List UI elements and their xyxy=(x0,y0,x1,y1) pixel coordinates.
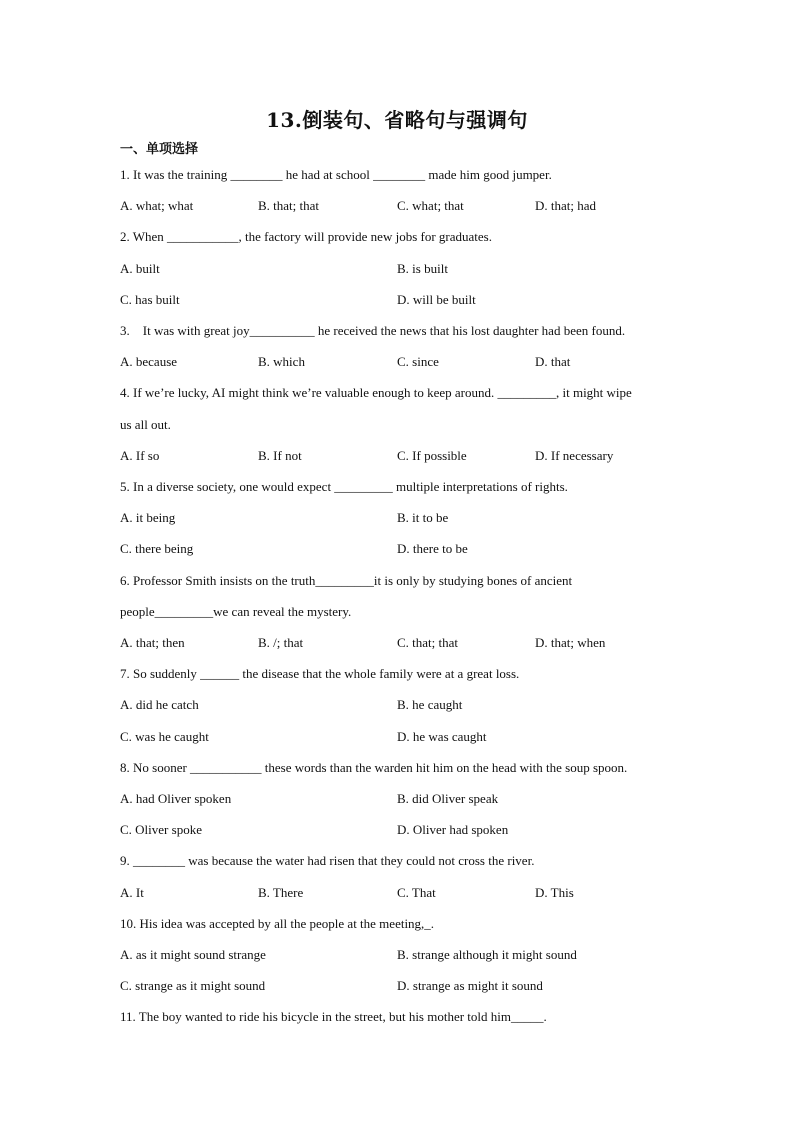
question-10-option-d[interactable]: D. strange as might it sound xyxy=(397,978,543,993)
question-2-option-c[interactable]: C. has built xyxy=(120,292,180,307)
question-8-option-b[interactable]: B. did Oliver speak xyxy=(397,791,499,806)
page-title: 13.倒装句、省略句与强调句 xyxy=(266,108,528,132)
question-7-option-b[interactable]: B. he caught xyxy=(397,697,463,712)
question-9-stem: 9. ________ was because the water had risen that they could not cross the river. xyxy=(120,853,535,868)
question-3-option-b[interactable]: B. which xyxy=(258,354,305,369)
question-1-option-b[interactable]: B. that; that xyxy=(258,198,320,213)
question-1-stem: 1. It was the training ________ he had at school ________ made him good jumper. xyxy=(120,167,552,182)
question-8-option-d[interactable]: D. Oliver had spoken xyxy=(397,822,509,837)
question-1-option-c[interactable]: C. what; that xyxy=(397,198,464,213)
question-10-option-a[interactable]: A. as it might sound strange xyxy=(120,947,266,962)
question-7-stem: 7. So suddenly ______ the disease that the whole family were at a great loss. xyxy=(120,666,520,681)
question-4-option-a[interactable]: A. If so xyxy=(120,448,160,463)
question-4-option-c[interactable]: C. If possible xyxy=(397,448,467,463)
question-10-option-c[interactable]: C. strange as it might sound xyxy=(120,978,266,993)
question-10-stem: 10. His idea was accepted by all the people at the meeting,_. xyxy=(120,916,435,931)
question-6-stem-continued: people_________we can reveal the mystery. xyxy=(120,604,352,619)
question-8-option-c[interactable]: C. Oliver spoke xyxy=(120,822,202,837)
question-2-stem: 2. When ___________, the factory will provide new jobs for graduates. xyxy=(120,229,492,244)
question-5-option-d[interactable]: D. there to be xyxy=(397,541,468,556)
question-11-stem: 11. The boy wanted to ride his bicycle in the street, but his mother told him_____. xyxy=(120,1009,547,1024)
question-4-option-d[interactable]: D. If necessary xyxy=(535,448,614,463)
question-8-stem: 8. No sooner ___________ these words than the warden hit him on the head with the soup spoon. xyxy=(120,760,628,775)
question-5-option-a[interactable]: A. it being xyxy=(120,510,176,525)
question-3-option-d[interactable]: D. that xyxy=(535,354,571,369)
question-9-option-b[interactable]: B. There xyxy=(258,885,304,900)
question-9-option-d[interactable]: D. This xyxy=(535,885,574,900)
question-1-option-a[interactable]: A. what; what xyxy=(120,198,194,213)
question-6-option-c[interactable]: C. that; that xyxy=(397,635,459,650)
question-6-option-a[interactable]: A. that; then xyxy=(120,635,185,650)
question-9-option-a[interactable]: A. It xyxy=(120,885,144,900)
section-heading: 一、单项选择 xyxy=(120,142,199,157)
question-4-option-b[interactable]: B. If not xyxy=(258,448,302,463)
question-8-option-a[interactable]: A. had Oliver spoken xyxy=(120,791,232,806)
question-7-option-c[interactable]: C. was he caught xyxy=(120,729,209,744)
question-5-option-c[interactable]: C. there being xyxy=(120,541,194,556)
question-10-option-b[interactable]: B. strange although it might sound xyxy=(397,947,577,962)
question-7-option-d[interactable]: D. he was caught xyxy=(397,729,487,744)
question-3-option-c[interactable]: C. since xyxy=(397,354,439,369)
question-2-option-d[interactable]: D. will be built xyxy=(397,292,476,307)
question-6-option-b[interactable]: B. /; that xyxy=(258,635,304,650)
question-6-option-d[interactable]: D. that; when xyxy=(535,635,606,650)
question-7-option-a[interactable]: A. did he catch xyxy=(120,697,199,712)
question-4-stem-continued: us all out. xyxy=(120,417,171,432)
question-4-stem: 4. If we’re lucky, AI might think we’re valuable enough to keep around. _________, it might wipe xyxy=(120,385,632,400)
question-5-stem: 5. In a diverse society, one would expect _________ multiple interpretations of rights. xyxy=(120,479,568,494)
question-2-option-b[interactable]: B. is built xyxy=(397,261,448,276)
question-5-option-b[interactable]: B. it to be xyxy=(397,510,449,525)
question-6-stem: 6. Professor Smith insists on the truth_________it is only by studying bones of ancient xyxy=(120,573,573,588)
question-3-stem: 3. It was with great joy__________ he received the news that his lost daughter had been found. xyxy=(120,323,626,338)
question-1-option-d[interactable]: D. that; had xyxy=(535,198,597,213)
question-9-option-c[interactable]: C. That xyxy=(397,885,436,900)
question-2-option-a[interactable]: A. built xyxy=(120,261,160,276)
question-3-option-a[interactable]: A. because xyxy=(120,354,178,369)
